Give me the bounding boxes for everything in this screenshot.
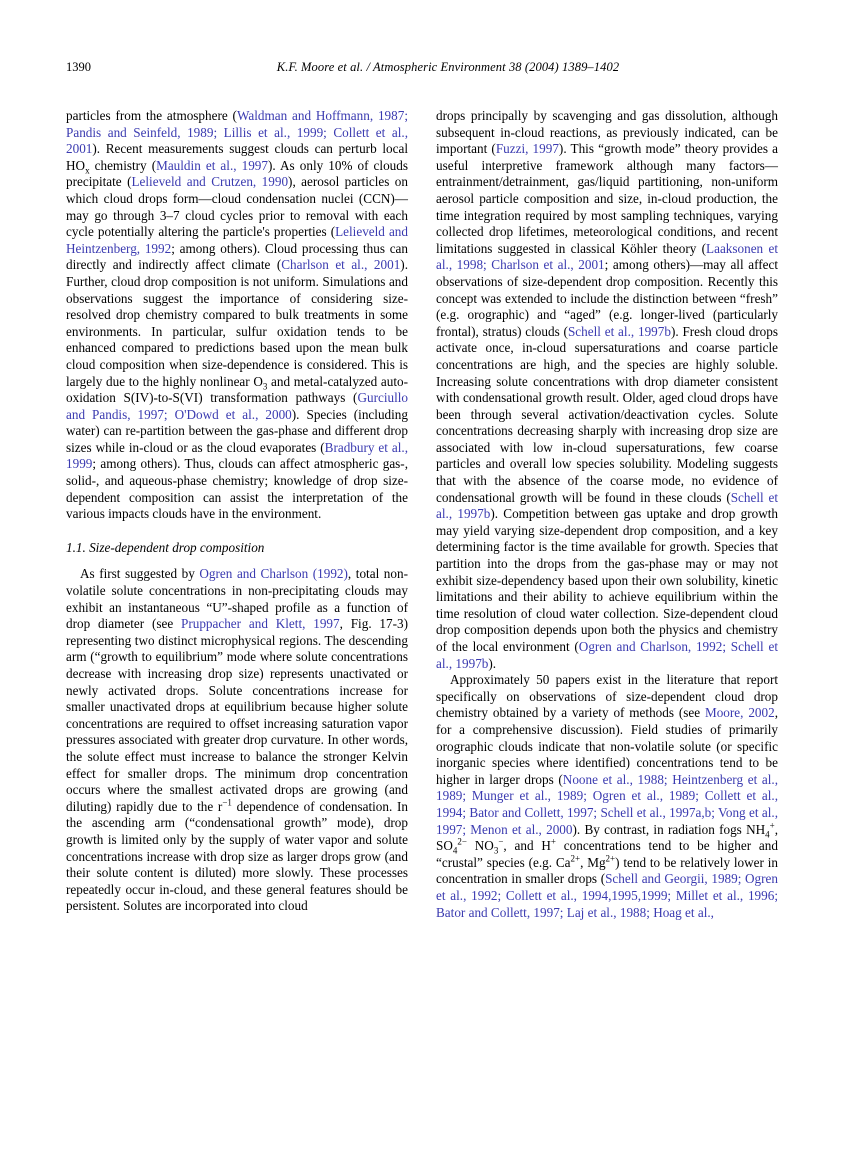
citation-link[interactable]: Schell and Georgii, 1989; Ogren et al., 1992; Collett et al., 1994,1995,1999; Millet et al., 1996; Bator and Collett, 1997; Laj et al., 1988; Hoag et al.,: [436, 871, 778, 920]
citation-link[interactable]: Ogren and Charlson, 1992; Schell et al., 1997b: [436, 639, 778, 671]
paragraph-right-1: drops principally by scavenging and gas dissolution, although subsequent in-cloud reactions, as previously indicated, can be important (Fuzzi, 1997). This “growth mode” theory provides a useful interpretive framework although many factors—entrainment/detrainment, gas/liquid partitioning, non-uniform aerosol particle composition and size, in-cloud production, the time integration required by most sampling techniques, varying collected drop lifetimes, meteorological conditions, and recent limitations suggested in classical Köhler theory (Laaksonen et al., 1998; Charlson et al., 2001; among others)—may all affect observations of size-dependent drop composition. Recently this concept was extended to include the distinction between “fresh” (e.g. orographic) and “aged” (e.g. longer-lived (particularly frontal), stratus) clouds (Schell et al., 1997b). Fresh cloud drops activate once, in-cloud supersaturations and coarse particle concentrations are high, and the species are highly soluble. Increasing solute concentrations with drop diameter consistent with condensational growth result. Older, aged cloud drops have been through several activation/deactivation cycles. Solute concentrations decreasing sharply with increasing drop size are associated with low in-cloud supersaturations, few coarse particles and overall low species solubility. Modeling suggests that with the absence of the coarse mode, no evidence of condensational growth will be found in these clouds (Schell et al., 1997b). Competition between gas uptake and drop growth may yield varying size-dependent drop composition, and a key determining factor is the time available for growth. Species that partition into the drops from the gas-phase may or may not exhibit size-dependency based upon their own solubility, kinetic limitations and their ability to achieve equilibrium within the time resolution of cloud water collection. Size-dependent cloud drop composition depends upon both the physics and chemistry of the local environment (Ogren and Charlson, 1992; Schell et al., 1997b).: [436, 108, 778, 671]
citation-link[interactable]: Charlson et al., 2001: [281, 257, 401, 273]
citation-link[interactable]: Schell et al., 1997b: [436, 489, 778, 522]
citation-link[interactable]: Noone et al., 1988; Heintzenberg et al., 1989; Munger et al., 1989; Ogren et al., 1989; Collett et al., 1994; Bator and Collett, 1997; Schell et al., 1997a,b; Vong et al., 1997; Menon et al., 2000: [436, 771, 778, 837]
paragraph-left-2: As first suggested by Ogren and Charlson (1992), total non-volatile solute concentrations in non-precipitating clouds may exhibit an instantaneous “U”-shaped profile as a function of drop diameter (see Pruppacher and Klett, 1997, Fig. 17-3) representing two distinct microphysical regions. The descending arm (“growth to equilibrium” mode where solute concentrations decrease with increasing drop size) represents unactivated or newly activated drops. Solute concentrations increase for smaller unactivated drops at equilibrium because higher solute concentrations are required to offset increasing saturation vapor pressures associated with greater drop curvature. In other words, the solute effect must increase to balance the stronger Kelvin effect for smaller drops. The minimum drop concentration occurs where the smallest activated drops are growing (and diluting) rapidly due to the $r^{-1}$ dependence of condensation. In the ascending arm (“condensational growth” mode), drop growth is limited only by the supply of water vapor and solute concentrations increase with drop size as larger drops grow (and their solute content is diluted) more slowly. These processes repeatedly occur in-cloud, and these general features should be persistent. Solutes are incorporated into cloud: [66, 566, 408, 914]
citation-link[interactable]: Fuzzi, 1997: [495, 141, 559, 157]
citation-link[interactable]: Waldman and Hoffmann, 1987; Pandis and Seinfeld, 1989; Lillis et al., 1999; Collett et al., 2001: [66, 108, 409, 157]
citation-link[interactable]: Lelieveld and Crutzen, 1990: [131, 174, 289, 190]
citation-link[interactable]: Laaksonen et al., 1998; Charlson et al., 2001: [436, 240, 778, 273]
running-head: K.F. Moore et al. / Atmospheric Environment 38 (2004) 1389–1402: [276, 60, 620, 74]
section-heading-1-1: 1.1. Size-dependent drop composition: [66, 539, 265, 555]
citation-link[interactable]: Lelieveld and Heintzenberg, 1992: [66, 224, 408, 256]
citation-link[interactable]: Bradbury et al., 1999: [66, 439, 408, 472]
page-header: [66, 60, 780, 78]
citation-link[interactable]: Moore, 2002: [704, 705, 775, 721]
citation-link[interactable]: Mauldin et al., 1997: [156, 157, 268, 173]
page-number: 1390: [66, 60, 91, 74]
citation-link[interactable]: Gurciullo and Pandis, 1997; O'Dowd et al., 2000: [66, 390, 408, 422]
paragraph-left-1: particles from the atmosphere (Waldman and Hoffmann, 1987; Pandis and Seinfeld, 1989; Lillis et al., 1999; Collett et al., 2001). Recent measurements suggest clouds can perturb local $HO_x$ chemistry (Mauldin et al., 1997). As only 10% of clouds precipitate (Lelieveld and Crutzen, 1990), aerosol particles on which cloud drops form—cloud condensation nuclei (CCN)—may go through 3–7 cloud cycles prior to removal with each cycle potentially altering the particle's properties (Lelieveld and Heintzenberg, 1992; among others). Cloud processing thus can directly and indirectly affect climate (Charlson et al., 2001). Further, cloud drop composition is not uniform. Simulations and observations suggest the importance of considering size-resolved drop chemistry compared to bulk treatments in some environments. In particular, sulfur oxidation tends to be enhanced compared to predictions based upon the mean bulk cloud composition when size-dependence is considered. This is largely due to the highly nonlinear $O_3$ and metal-catalyzed auto-oxidation S(IV)-to-S(VI) transformation pathways (Gurciullo and Pandis, 1997; O'Dowd et al., 2000). Species (including water) can re-partition between the gas-phase and different drop sizes while in-cloud or as the cloud evaporates (Bradbury et al., 1999; among others). Thus, clouds can affect atmospheric gas-, solid-, and aqueous-phase chemistry; knowledge of drop size-dependent composition can assist the interpretation of the various impacts clouds have in the environment.: [66, 108, 409, 522]
left-column: [66, 108, 408, 921]
citation-link[interactable]: Schell et al., 1997b: [567, 323, 671, 339]
citation-link[interactable]: Ogren and Charlson (1992): [199, 566, 348, 582]
paragraph-right-2: Approximately 50 papers exist in the literature that report specifically on observations of size-dependent cloud drop chemistry obtained by a variety of methods (see Moore, 2002, for a comprehensive discussion). Field studies of primarily orographic clouds indicate that non-volatile solute (or specific inorganic species where identified) concentrations tend to be higher in larger drops (Noone et al., 1988; Heintzenberg et al., 1989; Munger et al., 1989; Ogren et al., 1989; Collett et al., 1994; Bator and Collett, 1997; Schell et al., 1997a,b; Vong et al., 1997; Menon et al., 2000). By contrast, in radiation fogs $NH_4^+$, $SO_4^{2-}$ $NO_3^-$, and H+ concentrations tend to be higher and “crustal” species (e.g. $Ca^{2+}$, $Mg^{2+}$) tend to be relatively lower in concentration in smaller drops (Schell and Georgii, 1989; Ogren et al., 1992; Collett et al., 1994,1995,1999; Millet et al., 1996; Bator and Collett, 1997; Laj et al., 1988; Hoag et al.,: [436, 672, 778, 920]
citation-link[interactable]: Pruppacher and Klett, 1997: [181, 616, 340, 632]
two-column-body: [66, 108, 780, 921]
right-column: [436, 108, 778, 921]
